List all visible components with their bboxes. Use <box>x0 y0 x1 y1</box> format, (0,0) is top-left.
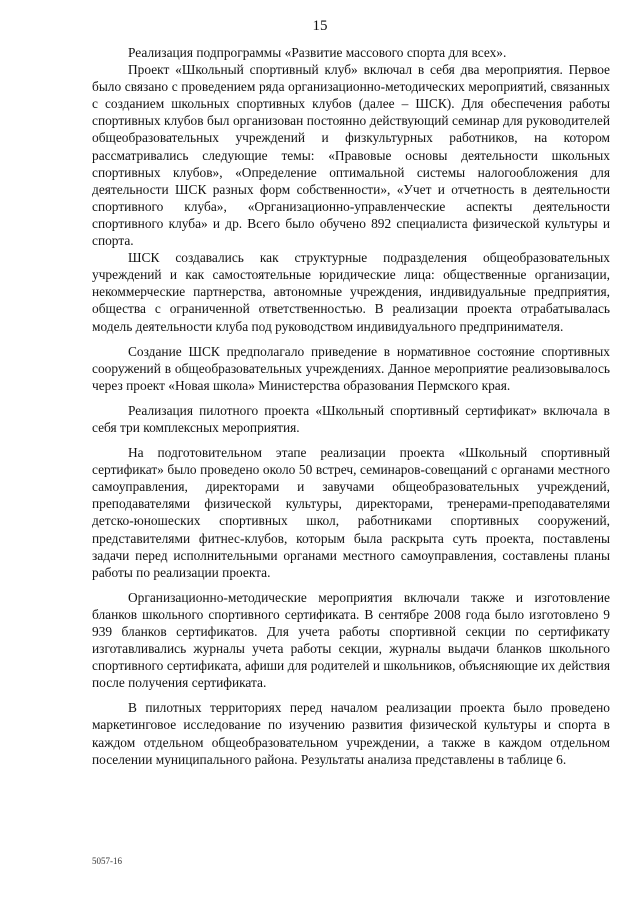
page-number: 15 <box>312 18 328 34</box>
paragraph: Создание ШСК предполагало приведение в нормативное состояние спортивных сооружений в общеобразовательных учреждениях. Данное мероприятие реализовывалось через проект «Новая школа» Министерства образования Пермского края. <box>92 343 610 393</box>
paragraph: В пилотных территориях перед началом реализации проекта было проведено маркетинговое исследование по изучению развития физической культуры и спорта в каждом отдельном общеобразовательном учреждении, а также в каждом отдельном поселении муниципального района. Результаты анализа представлены в таблице 6. <box>92 700 610 767</box>
paragraph: На подготовительном этапе реализации проекта «Школьный спортивный сертификат» было проведено около 50 встреч, семинаров-совещаний с органами местного самоуправления, директорами и завучами общеобразовательных учреждений, преподавателями физической культуры, директорами, тренерами-преподавателями детско-юношеских спортивных школ, работниками спортивных сооружений, представителями фитнес-клубов, которым была раскрыта суть проекта, поставлены задачи перед исполнительными органами местного самоуправления, составлены планы работы по реализации проекта. <box>92 445 610 580</box>
paragraph: Проект «Школьный спортивный клуб» включал в себя два мероприятия. Первое было связано с проведением ряда организационно-методических мероприятий, связанных с созданием школьных спортивных клубов (далее – ШСК). Для обеспечения работы спортивных клубов был организован постоянно действующий семинар для руководителей общеобразовательных учреждений и физкультурных работников, на котором рассматривались следующие темы: «Правовые основы деятельности школьных спортивных клубов», «Определение оптимальной системы налогообложения для деятельности ШСК разных форм собственности», «Учет и отчетность в деятельности спортивного клуба», «Организационно-управленческие аспекты деятельности спортивного клуба» и др. Всего было обучено 892 специалиста физической культуры и спорта. <box>92 62 610 249</box>
paragraph: Реализация подпрограммы «Развитие массового спорта для всех». <box>128 45 507 60</box>
paragraph: Организационно-методические мероприятия включали также и изготовление бланков школьного спортивного сертификата. В сентябре 2008 года было изготовлено 9 939 бланков сертификатов. Для учета работы спортивной секции по сертификату изготавливались журналы учета работы секции, журналы выдачи бланков школьного спортивного сертификата, афиши для родителей и школьников, объясняющие их действия после получения сертификата. <box>92 589 610 691</box>
paragraph: ШСК создавались как структурные подразделения общеобразовательных учреждений и как самостоятельные юридические лица: общественные организации, некоммерческие партнерства, автономные учреждения, индивидуальные предприятия, общества с ограниченной ответственностью. В реализации проекта отрабатывалась модель деятельности клуба под руководством индивидуального предпринимателя. <box>92 250 610 334</box>
body-text <box>92 44 610 768</box>
paragraph: Реализация пилотного проекта «Школьный спортивный сертификат» включала в себя три комплексных мероприятия. <box>92 402 610 435</box>
document-code: 5057-16 <box>92 856 122 866</box>
